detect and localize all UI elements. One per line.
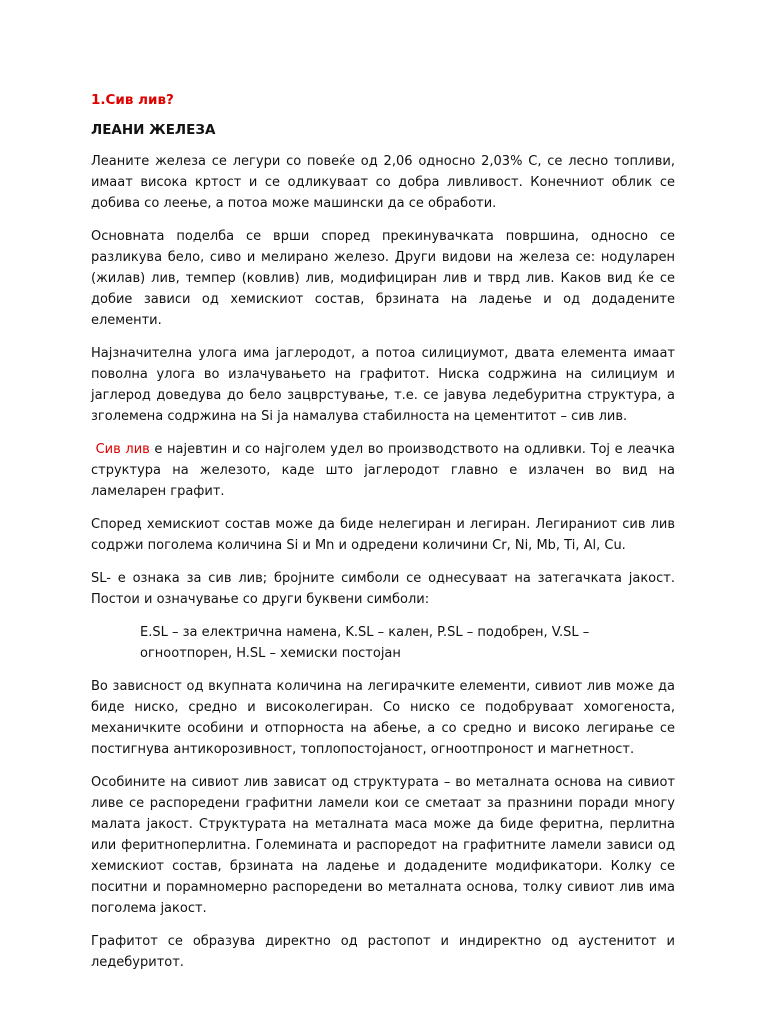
paragraph-alloying: Во зависност од вкупната количина на легирачките елементи, сивиот лив може да биде ниско, средно и високолегиран. Со ниско се подобруваат хомогеноста, механичките особини и отпорноста на абење, а со средно и високо легирање се постигнува антикорозивност, топлопостојаност, огноотпроност и магнетност. [91,679,675,757]
paragraph-composition: Според хемискиот состав може да биде нелегиран и легиран. Легираниот сив лив содржи поголема количина Si и Mn и одредени количини Cr, Ni, Mb, Ti, Al, Cu. [91,517,675,553]
paragraph-designation: SL- е ознака за сив лив; бројните симболи се однесуваат на затегачката јакост. Постои и означување со други буквени симболи: [91,571,675,607]
question-heading: 1.Сив лив? [91,92,174,108]
paragraph-graphite: Графитот се образува директно од растопот и индиректно од аустенитот и ледебуритот. [91,934,675,970]
paragraph-intro: Леаните железа се легури со повеќе од 2,06 односно 2,03% С, се лесно топливи, имаат висока кртост и се одликуваат со добра ливливост. Конечниот облик се добива со леење, а потоа може машински да се обработи. [91,154,675,211]
paragraph-carbon-silicon: Најзначителна улога има јаглеродот, а потоа силициумот, двата елемента имаат поволна улога во излачувањето на графитот. Ниска содржина на силициум и јаглерод доведува до бело зацврстување, т.е. се јавува ледебуритна структура, а зголемена содржина на Si ја намалува стабилноста на цементитот – сив лив. [91,346,675,424]
document-page [91,92,675,985]
paragraph-classification: Основната поделба се врши според прекинувачката површина, односно се разликува бело, сиво и мелирано железо. Други видови на железа се: нодуларен (жилав) лив, темпер (ковлив) лив, модифициран лив и тврд лив. Каков вид ќе се добие зависи од хемискиот состав, брзината на ладење и од додадените елементи. [91,229,675,328]
paragraph-structure: Особините на сивиот лив зависат од структурата – во металната основа на сивиот ливе се распоредени графитни ламели кои се сметаат за празнини поради многу малата јакост. Структурата на металната маса може да биде феритна, перлитна или феритноперлитна. Големината и распоредот на графитните ламели зависи од хемискиот состав, брзината на ладење и додадените модификатори. Колку се поситни и порамномерно распоредени во металната основа, толку сивиот лив има поголема јакост. [91,775,675,916]
highlight-grey-iron: Сив лив [95,442,155,457]
paragraph-symbols-list: E.SL – за електрична намена, K.SL – кален, P.SL – подобрен, V.SL – огноотпорен, H.SL – хемиски постојан [140,625,590,661]
paragraph-grey-cast-iron-text: е најевтин и со најголем удел во производството на одливки. Тој е леачка структура на железото, каде што јаглеродот главно е излачен во вид на ламеларен графит. [91,442,675,499]
paragraph-grey-cast-iron [91,439,675,502]
section-title: ЛЕАНИ ЖЕЛЕЗА [91,122,216,138]
